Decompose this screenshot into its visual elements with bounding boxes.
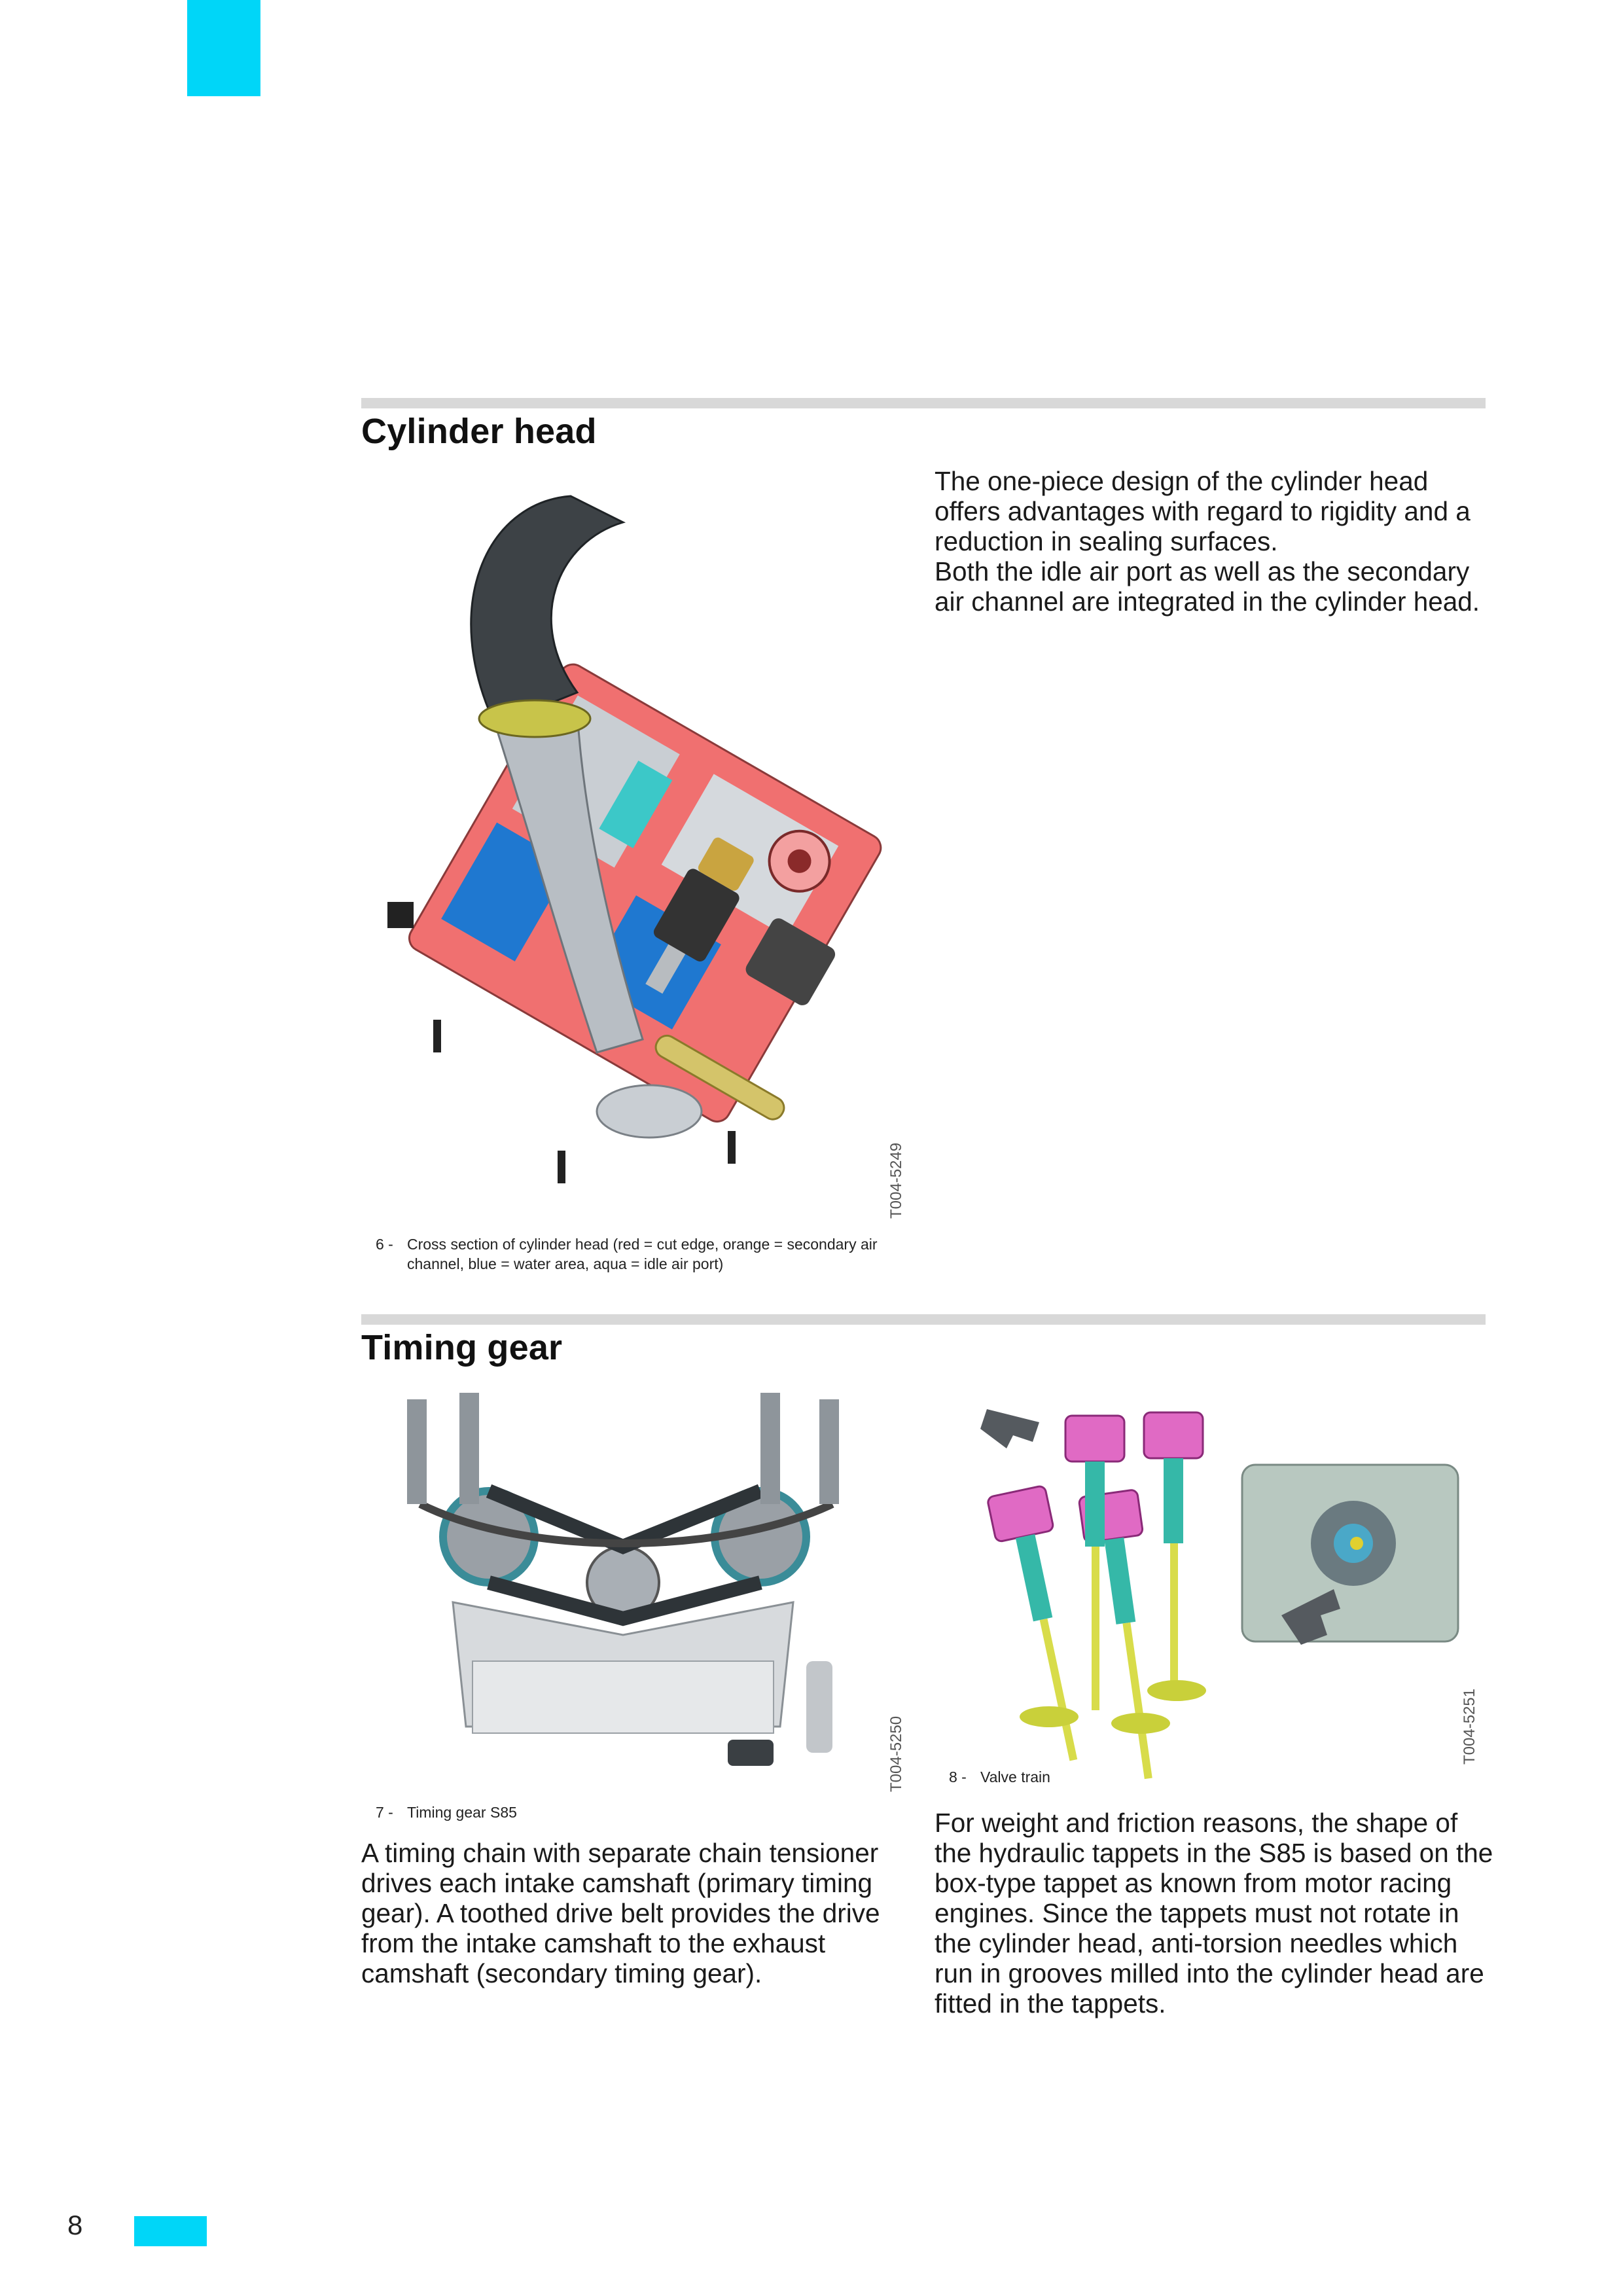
cylinder-head-text — [935, 466, 1497, 617]
figure-7-caption — [376, 1803, 899, 1825]
figure-cylinder-head-cross-section — [361, 476, 911, 1236]
figure-8-number: 8 - — [949, 1768, 967, 1785]
cylinder-head-paragraph-2: Both the idle air port as well as the secondary air channel are integrated in the cylinder head. — [935, 556, 1480, 617]
page-number: 8 — [67, 2210, 83, 2240]
section-rule-cylinder-head — [361, 398, 1486, 408]
timing-gear-text-left — [361, 1838, 904, 1988]
figure-7-caption-text: Timing gear S85 — [407, 1804, 517, 1821]
cylinder-head-paragraph-1: The one-piece design of the cylinder head offers advantages with regard to rigidity and a reduction in sealing surfaces. — [935, 466, 1471, 556]
figure-6-caption — [376, 1234, 912, 1278]
heading-timing-gear: Timing gear — [361, 1328, 563, 1367]
figure-8-image-code: T004-5251 — [1461, 1688, 1478, 1765]
accent-tab-top — [187, 0, 260, 96]
timing-gear-paragraph-left: A timing chain with separate chain tensioner drives each intake camshaft (primary timing gear). A toothed drive belt provides the drive from the intake camshaft to the exhaust camshaft (secondary timing gear). — [361, 1838, 880, 1988]
figure-7-number: 7 - — [376, 1804, 393, 1821]
figure-timing-gear — [361, 1386, 885, 1785]
figure-6-caption-text: Cross section of cylinder head (red = cut edge, orange = secondary air channel, blue = water area, aqua = idle air port) — [407, 1236, 878, 1272]
timing-gear-text-right — [935, 1808, 1497, 2018]
figure-7-image-code: T004-5250 — [887, 1715, 905, 1792]
timing-gear-paragraph-right: For weight and friction reasons, the shape of the hydraulic tappets in the S85 is based on the box-type tappet as known from motor racing engines. Since the tappets must not rotate in the cylinder head, anti-torsion needles which run in grooves milled into the cylinder head are fitted in the tappets. — [935, 1808, 1493, 2018]
figure-valve-train — [935, 1386, 1471, 1785]
figure-6-image-code: T004-5249 — [887, 1142, 905, 1219]
figure-8-caption-text: Valve train — [980, 1768, 1050, 1785]
section-rule-timing-gear — [361, 1314, 1486, 1325]
figure-8-caption — [949, 1767, 1472, 1789]
heading-cylinder-head: Cylinder head — [361, 412, 597, 451]
figure-6-number: 6 - — [376, 1236, 393, 1253]
accent-tab-bottom — [134, 2216, 207, 2246]
